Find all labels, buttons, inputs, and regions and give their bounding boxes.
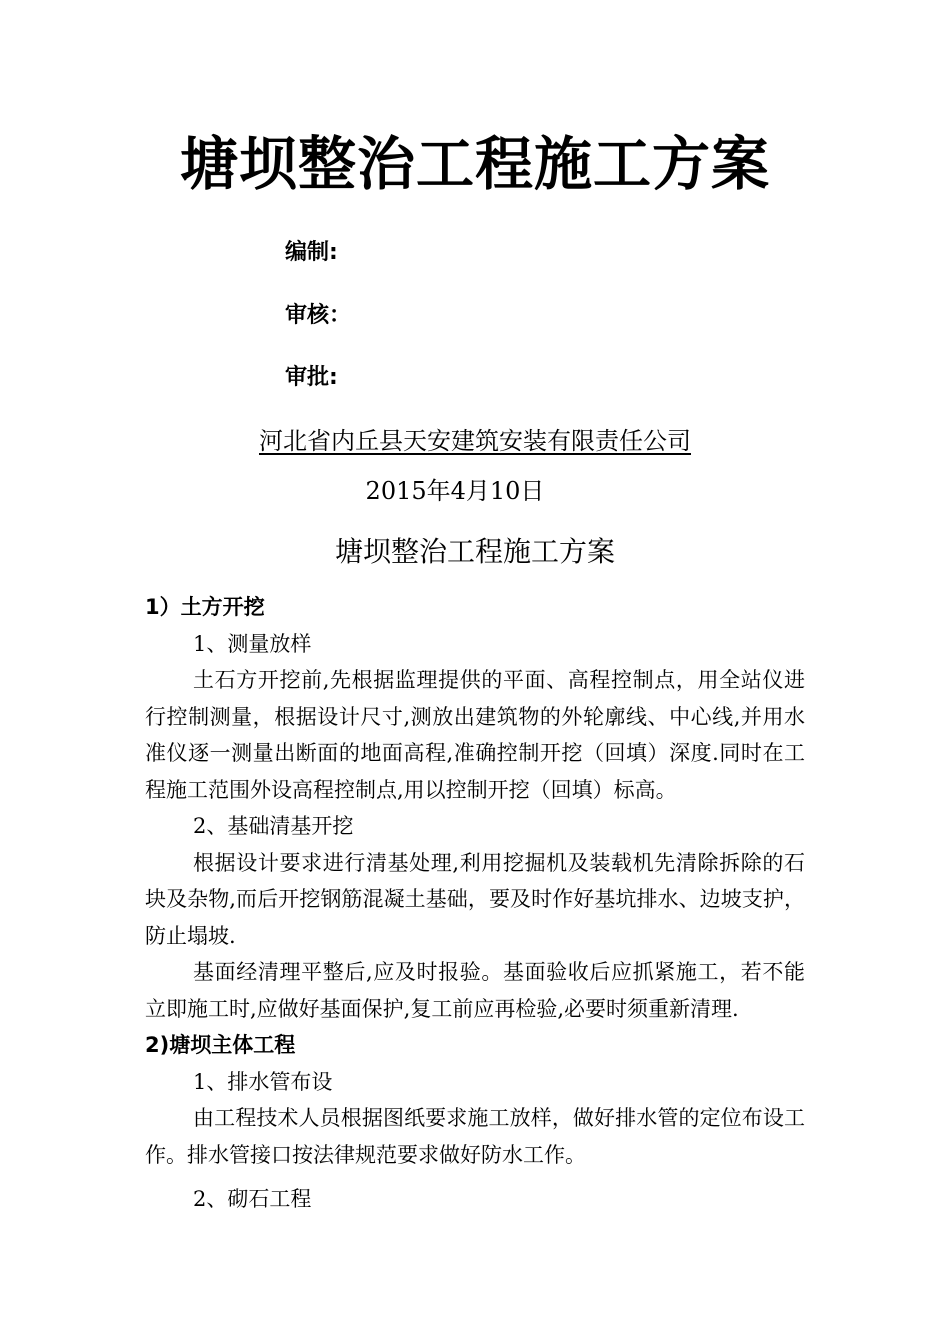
- section-heading-earthwork: 1）土方开挖: [145, 595, 265, 619]
- compiled-by-label: 编制:: [285, 240, 338, 265]
- subheading-foundation: 2、基础清基开挖: [193, 814, 354, 838]
- paragraph-survey: 土石方开挖前,先根据监理提供的平面、高程控制点，用全站仪进行控制测量，根据设计尺寸,测放出建筑物的外轮廓线、中心线,并用水准仪逐一测量出断面的地面高程,准确控制开挖（回填）深度.同时在工程施工范围外设高程控制点,用以控制开挖（回填）标高。: [145, 668, 805, 802]
- cover-title: 塘坝整治工程施工方案: [179, 130, 770, 198]
- subheading-survey: 1、测量放样: [193, 631, 312, 656]
- document-date: 2015年4月10日: [365, 477, 545, 505]
- content-title: 塘坝整治工程施工方案: [334, 535, 615, 568]
- paragraph-foundation-2: 基面经清理平整后,应及时报验。基面验收后应抓紧施工，若不能立即施工时,应做好基面保护,复工前应再检验,必要时须重新清理.: [145, 960, 805, 1021]
- section-heading-main-works: 2)塘坝主体工程: [145, 1033, 296, 1057]
- subheading-drainage: 1、排水管布设: [193, 1069, 333, 1094]
- approved-by-label: 审批:: [285, 365, 338, 390]
- subheading-masonry: 2、砌石工程: [193, 1187, 312, 1211]
- reviewed-by-label: 审核：: [285, 303, 352, 328]
- paragraph-drainage: 由工程技术人员根据图纸要求施工放样，做好排水管的定位布设工作。排水管接口按法律规范要求做好防水工作。: [145, 1106, 805, 1167]
- paragraph-foundation-1: 根据设计要求进行清基处理,利用挖掘机及装载机先清除拆除的石块及杂物,而后开挖钢筋混凝土基础，要及时作好基坑排水、边坡支护，防止塌坡.: [145, 850, 805, 948]
- document-body: [145, 589, 805, 1218]
- company-name: 河北省内丘县天安建筑安装有限责任公司: [259, 427, 691, 455]
